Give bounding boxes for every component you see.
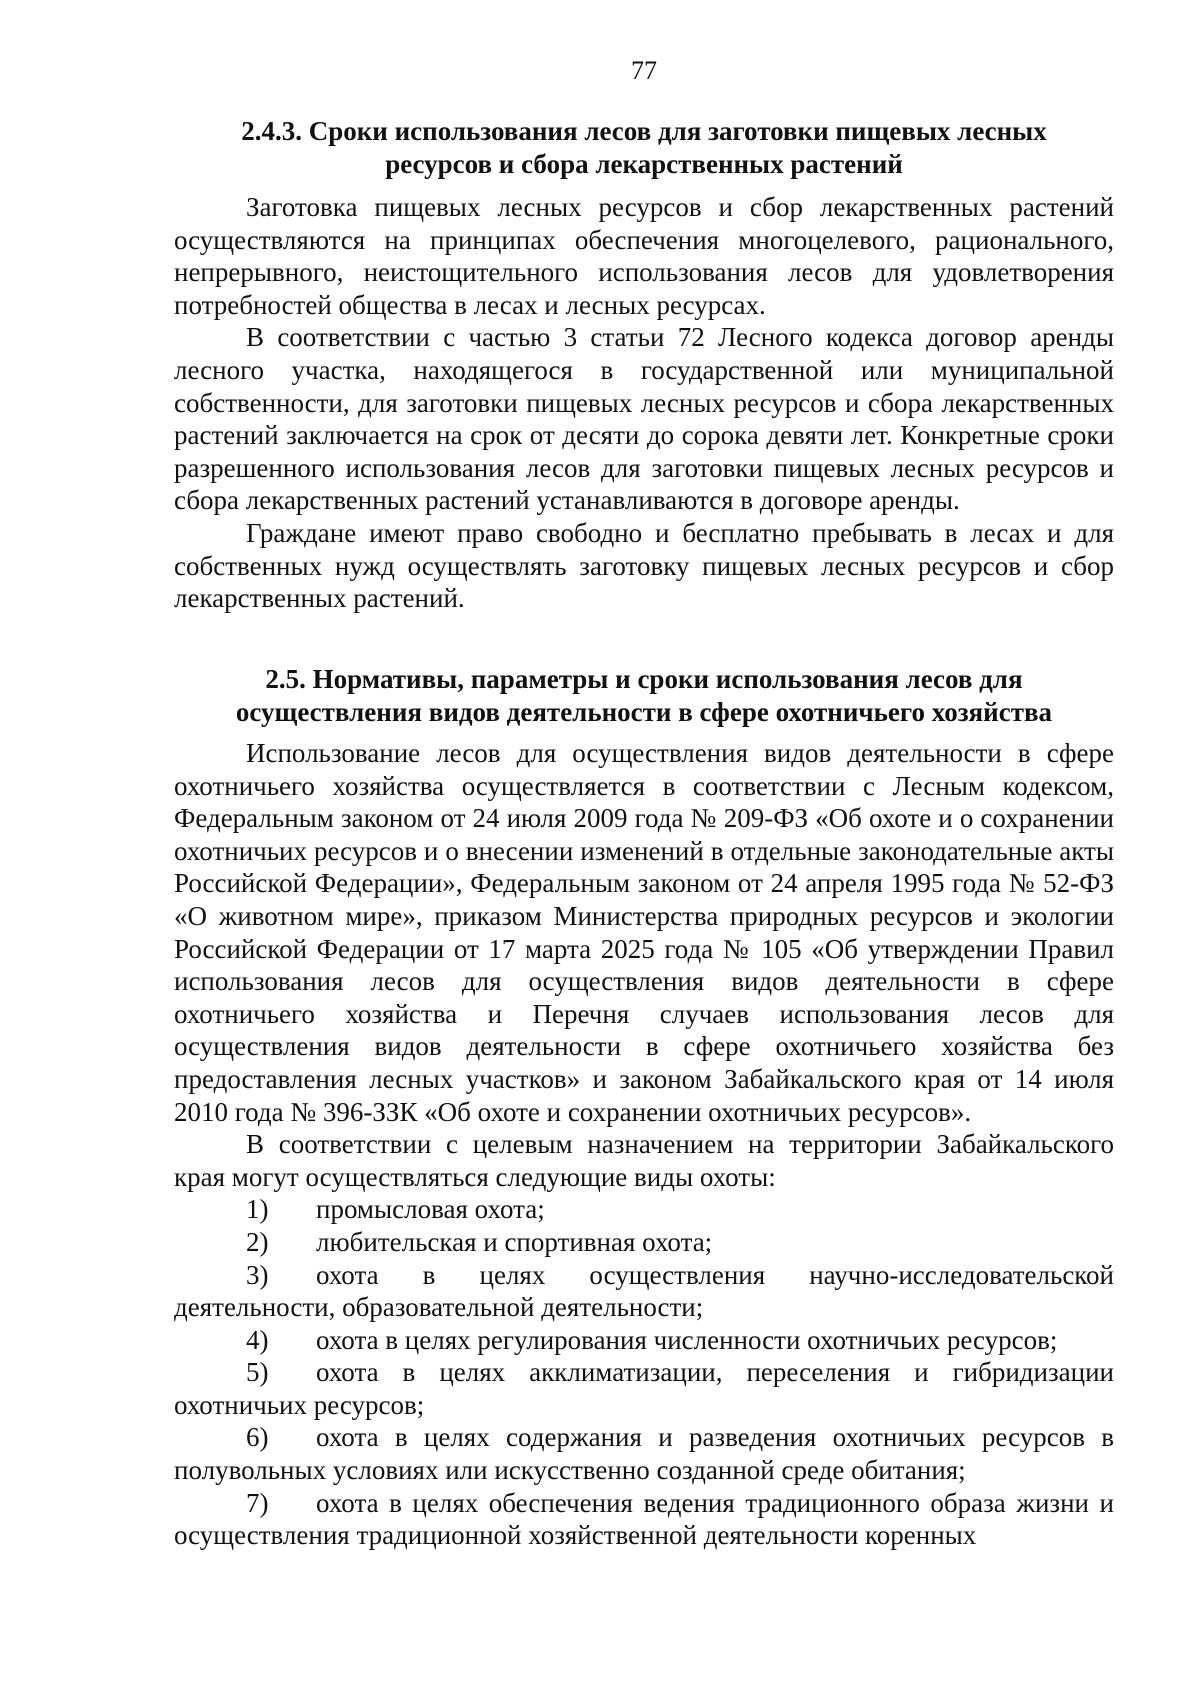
list-item-number: 1)	[246, 1194, 269, 1225]
paragraph: В соответствии с целевым назначением на территории Забайкальского края могут осуществляться следующие виды охоты:	[174, 1129, 1114, 1192]
list-item-text: охота в целях обеспечения ведения традиционного образа жизни и осуществления традиционной хозяйственной деятельности коренных	[174, 1487, 1114, 1551]
section-2-5	[174, 663, 1114, 1552]
list-item-number: 7)	[246, 1487, 269, 1518]
section-body	[174, 737, 1114, 1552]
list-item	[174, 1226, 1114, 1259]
list-item	[174, 1259, 1114, 1324]
list-item	[174, 1421, 1114, 1486]
list-item	[174, 1193, 1114, 1226]
section-heading-line-1: 2.5. Нормативы, параметры и сроки использования лесов для	[265, 664, 1023, 694]
section-heading-line-2: осуществления видов деятельности в сфере охотничьего хозяйства	[235, 697, 1053, 727]
list-item-number: 5)	[246, 1357, 269, 1388]
list-item-number: 6)	[246, 1422, 269, 1453]
list-item-number: 2)	[246, 1226, 269, 1257]
section-2-4-3	[174, 115, 1114, 615]
list-item-number: 4)	[246, 1324, 269, 1355]
list-item	[174, 1356, 1114, 1421]
list-item-text: охота в целях осуществления научно-исследовательской деятельности, образовательной деятельности;	[174, 1259, 1114, 1323]
page-number: 77	[631, 56, 657, 85]
paragraph: Использование лесов для осуществления видов деятельности в сфере охотничьего хозяйства осуществляется в соответствии с Лесным кодексом, Федеральным законом от 24 июля 2009 года № 209-ФЗ «Об охоте и о сохранении охотничьих ресурсов и о внесении изменений в отдельные законодательные акты Российской Федерации», Федеральным законом от 24 апреля 1995 года № 52-ФЗ «О животном мире», приказом Министерства природных ресурсов и экологии Российской Федерации от 17 марта 2025 года № 105 «Об утверждении Правил использования лесов для осуществления видов деятельности в сфере охотничьего хозяйства и Перечня случаев использования лесов для осуществления видов деятельности в сфере охотничьего хозяйства без предоставления лесных участков» и законом Забайкальского края от 14 июля 2010 года № 396-ЗЗК «Об охоте и сохранении охотничьих ресурсов».	[174, 738, 1114, 1127]
list-item-text: охота в целях акклиматизации, переселения и гибридизации охотничьих ресурсов;	[174, 1357, 1114, 1420]
paragraph: Граждане имеют право свободно и бесплатно пребывать в лесах и для собственных нужд осуществлять заготовку пищевых лесных ресурсов и сбор лекарственных растений.	[174, 517, 1114, 614]
list-item-text: любительская и спортивная охота;	[316, 1226, 713, 1257]
list-item	[174, 1487, 1114, 1552]
list-item-text: промысловая охота;	[316, 1194, 545, 1225]
section-heading-line-1: 2.4.3. Сроки использования лесов для заготовки пищевых лесных	[241, 116, 1047, 146]
paragraph: В соответствии с частью 3 статьи 72 Лесного кодекса договор аренды лесного участка, находящегося в государственной или муниципальной собственности, для заготовки пищевых лесных ресурсов и сбора лекарственных растений заключается на срок от десяти до сорока девяти лет. Конкретные сроки разрешенного использования лесов для заготовки пищевых лесных ресурсов и сбора лекарственных растений устанавливаются в договоре аренды.	[174, 322, 1114, 516]
section-heading-line-2: ресурсов и сбора лекарственных растений	[385, 149, 903, 179]
section-body	[174, 191, 1114, 615]
hunting-types-list	[174, 1193, 1114, 1552]
list-item-text: охота в целях содержания и разведения охотничьих ресурсов в полувольных условиях или искусственно созданной среде обитания;	[174, 1422, 1114, 1486]
list-item-number: 3)	[246, 1259, 269, 1290]
paragraph: Заготовка пищевых лесных ресурсов и сбор лекарственных растений осуществляются на принципах обеспечения многоцелевого, рационального, непрерывного, неистощительного использования лесов для удовлетворения потребностей общества в лесах и лесных ресурсах.	[174, 192, 1114, 320]
list-item	[174, 1324, 1114, 1357]
list-item-text: охота в целях регулирования численности охотничьих ресурсов;	[316, 1324, 1058, 1355]
